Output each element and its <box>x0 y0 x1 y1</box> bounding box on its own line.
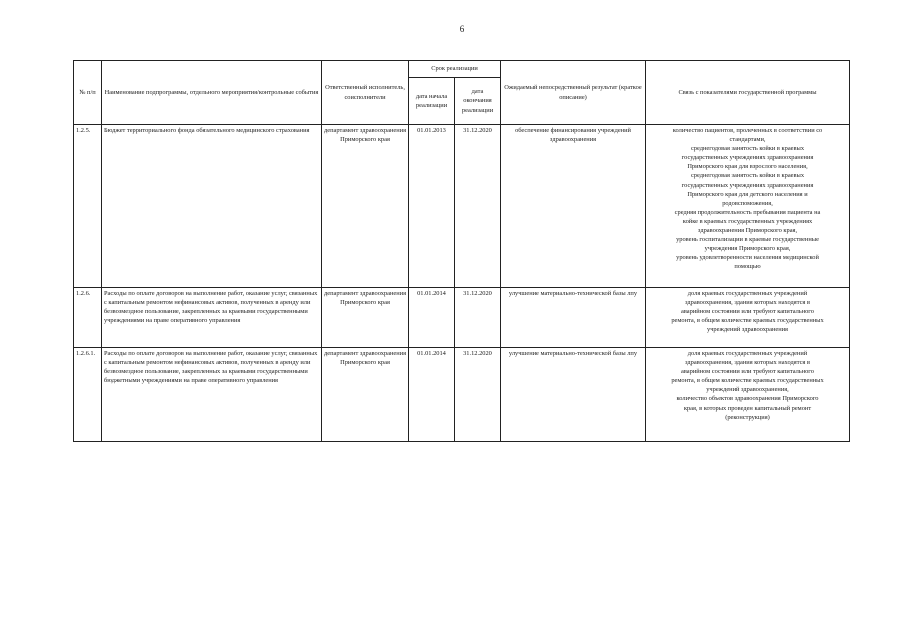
link-line: доля краевых государственных учреждений <box>687 350 808 357</box>
link-line: Приморского края для взрослого населения, <box>687 163 808 171</box>
link-line: аварийном состоянии или требуют капитального <box>681 368 814 376</box>
row-result: улучшение материально-технической базы лпу <box>501 348 646 442</box>
row-responsible: департамент здравоохранения Приморского края <box>322 125 409 288</box>
link-line: уровень госпитализации в краевые государственные <box>676 236 819 244</box>
table-row <box>74 288 850 348</box>
header-responsible: Ответственный исполнитель, соисполнители <box>322 61 409 125</box>
link-line: аварийном состоянии или требуют капитального <box>681 308 814 316</box>
page-number: 6 <box>459 24 465 34</box>
row-result: улучшение материально-технической базы лпу <box>501 288 646 348</box>
row-name: Расходы по оплате договоров на выполнение работ, оказание услуг, связанных с капитальным ремонтом нефинансовых активов, полученных в аренду или безвозмездное пользование, закрепленных за краевыми государственными бюджетными учреждениями на праве оперативного управления <box>102 348 322 442</box>
row-responsible: департамент здравоохранения Приморского края <box>322 348 409 442</box>
link-line: ремонта, в общем количестве краевых государственных <box>671 377 824 385</box>
header-start: дата начала реализации <box>409 78 455 125</box>
row-result: обеспечение финансирования учреждений здравоохранения <box>501 125 646 288</box>
link-line: (реконструкция) <box>725 413 770 421</box>
link-line: количество объектов здравоохранения Приморского <box>676 395 819 403</box>
row-number: 1.2.6. <box>74 288 102 348</box>
link-line: среднегодовая занятость койки в краевых <box>690 172 805 180</box>
row-link <box>646 288 850 348</box>
link-line: доля краевых государственных учреждений <box>687 290 808 297</box>
link-line: государственных учреждениях здравоохранения <box>681 181 814 189</box>
row-end-date: 31.12.2020 <box>455 348 501 442</box>
link-line: учреждений здравоохранения <box>707 326 788 334</box>
link-line: стандартами, <box>729 136 766 144</box>
row-link <box>646 348 850 442</box>
header-num: № п/п <box>74 61 102 125</box>
table-row <box>74 348 850 442</box>
link-line: Приморского края для детского населения и <box>687 190 808 198</box>
row-start-date: 01.01.2014 <box>409 348 455 442</box>
row-responsible: департамент здравоохранения Приморского края <box>322 288 409 348</box>
row-number: 1.2.5. <box>74 125 102 288</box>
link-line: края, в которых проведен капитальный ремонт <box>683 404 812 412</box>
header-term: Срок реализации <box>409 61 501 78</box>
row-name: Бюджет территориального фонда обязательного медицинского страхования <box>102 125 322 288</box>
header-name: Наименование подпрограммы, отдельного мероприятия/контрольные события <box>102 61 322 125</box>
header-link: Связь с показателями государственной программы <box>646 61 850 125</box>
table-row <box>74 125 850 288</box>
row-start-date: 01.01.2014 <box>409 288 455 348</box>
link-line: среднегодовая занятость койки в краевых <box>690 145 805 153</box>
row-name: Расходы по оплате договоров на выполнение работ, оказание услуг, связанных с капитальным ремонтом нефинансовых активов, полученных в аренду или безвозмездное пользование, закрепленных за краевыми государственными учреждениями на праве оперативного управления <box>102 288 322 348</box>
link-line: учреждения Приморского края, <box>704 245 791 253</box>
header-end: дата окончания реализации <box>455 78 501 125</box>
link-line: количество пациентов, пролеченных в соответствии со <box>672 127 823 134</box>
link-line: учреждений здравоохранения, <box>706 386 789 394</box>
link-line: здравоохранения Приморского края, <box>697 227 798 235</box>
link-line: государственных учреждениях здравоохранения <box>681 154 814 162</box>
link-line: койке в краевых государственных учреждениях <box>682 217 813 225</box>
row-number: 1.2.6.1. <box>74 348 102 442</box>
link-line: помощью <box>734 263 761 271</box>
link-line: родовспоможения, <box>722 199 773 207</box>
link-line: средняя продолжительность пребывания пациента на <box>674 208 821 216</box>
row-start-date: 01.01.2013 <box>409 125 455 288</box>
program-table <box>73 60 850 442</box>
row-end-date: 31.12.2020 <box>455 288 501 348</box>
link-line: ремонта, в общем количестве краевых государственных <box>671 317 824 325</box>
link-line: здравоохранения, здания которых находятся в <box>685 299 810 307</box>
link-line: здравоохранения, здания которых находятся в <box>685 359 810 367</box>
row-end-date: 31.12.2020 <box>455 125 501 288</box>
link-line: уровень удовлетворенности населения медицинской <box>676 254 819 262</box>
row-link <box>646 125 850 288</box>
header-result: Ожидаемый непосредственный результат (краткое описание) <box>501 61 646 125</box>
